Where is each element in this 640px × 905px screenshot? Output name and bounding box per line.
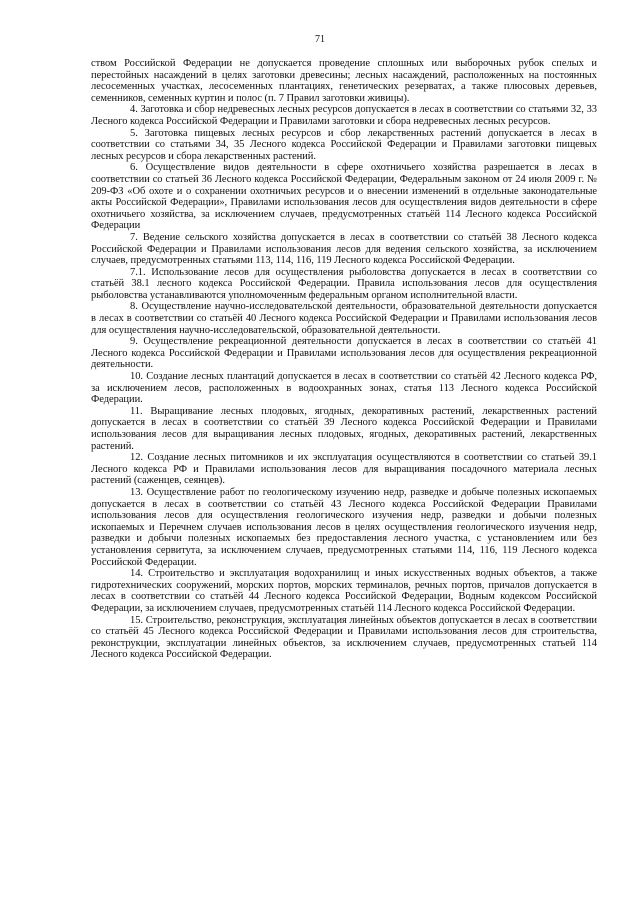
page-number: 71	[315, 34, 325, 45]
paragraph-7: 7. Ведение сельского хозяйства допускается в лесах в соответствии со статьёй 38 Лесного кодекса Российской Федерации и Правилами использования лесов для ведения сельского хозяйства, за исключением случаев, предусмотренных статьями 113, 114, 116, 119 Лесного кодекса Российской Федерации.	[91, 231, 597, 267]
paragraph-12: 12. Создание лесных питомников и их эксплуатация осуществляются в соответствии со статьей 39.1 Лесного кодекса РФ и Правилами использования лесов для выращивания посадочного материала лесных растений (саженцев, сеянцев).	[91, 452, 597, 487]
paragraph-7-1: 7.1. Использование лесов для осуществления рыболовства допускается в лесах в соответствии со статьёй 38.1 лесного кодекса Российской Федерации. Правила использования лесов для осуществления рыболовства устанавливаются уполномоченным федеральным органом исполнительной власти.	[91, 266, 597, 301]
paragraph-5: 5. Заготовка пищевых лесных ресурсов и сбор лекарственных растений допускается в лесах в соответствии со статьями 34, 35 Лесного кодекса Российской Федерации и Правилами заготовки пищевых лесных ресурсов и сбора лекарственных растений.	[91, 127, 597, 162]
document-body	[91, 58, 597, 661]
paragraph-13: 13. Осуществление работ по геологическому изучению недр, разведке и добыче полезных ископаемых допускается в лесах в соответствии со статьёй 43 Лесного кодекса Российской Федерации Правилами использования лесов для осуществления геологического изучения недр, разведки и добычи полезных ископаемых и Перечнем случаев использования лесов в целях осуществления геологического изучения недр, разведки и добычи полезных ископаемых без предоставления лесного участка, с установлением или без установления сервитута, за исключением случаев, предусмотренных статьями 114, 116, 119 Лесного кодекса Российской Федерации.	[91, 486, 597, 568]
paragraph-15: 15. Строительство, реконструкция, эксплуатация линейных объектов допускается в лесах в соответствии со статьёй 45 Лесного кодекса Российской Федерации и Правилами использования лесов для строительства, реконструкции, эксплуатации линейных объектов, за исключением случаев, предусмотренных статьей 114 Лесного кодекса Российской Федерации.	[91, 614, 597, 661]
paragraph-continuation: ством Российской Федерации не допускается проведение сплошных или выборочных рубок спелых и перестойных насаждений в целях заготовки древесины; лесных насаждений, расположенных на постоянных лесосеменных участках, лесосеменных плантациях, генетических резерватах, а также плюсовых деревьев, семенников, семенных куртин и полос (п. 7 Правил заготовки живицы).	[91, 58, 597, 104]
paragraph-8: 8. Осуществление научно-исследовательской деятельности, образовательной деятельности допускается в лесах в соответствии со статьёй 40 Лесного кодекса Российской Федерации и Правилами использования лесов для осуществления научно-исследовательской, образовательной деятельности.	[91, 301, 597, 336]
paragraph-4: 4. Заготовка и сбор недревесных лесных ресурсов допускается в лесах в соответствии со статьями 32, 33 Лесного кодекса Российской Федерации и Правилами заготовки и сбора недревесных лесных ресурсов.	[91, 104, 597, 127]
paragraph-9: 9. Осуществление рекреационной деятельности допускается в лесах в соответствии со статьёй 41 Лесного кодекса Российской Федерации и Правилами использования лесов для осуществления рекреационной деятельности.	[91, 336, 597, 371]
paragraph-10: 10. Создание лесных плантаций допускается в лесах в соответствии со статьёй 42 Лесного кодекса РФ, за исключением лесов, расположенных в водоохранных зонах, статья 113 Лесного кодекса Российской Федерации.	[91, 371, 597, 406]
paragraph-14: 14. Строительство и эксплуатация водохранилищ и иных искусственных водных объектов, а также гидротехнических сооружений, морских портов, морских терминалов, речных портов, причалов допускается в лесах в соответствии со статьёй 44 Лесного кодекса Российской Федерации, Водным кодексом Российской Федерации, за исключением случаев, предусмотренных статьёй 114 Лесного кодекса Российской Федерации.	[91, 568, 597, 614]
paragraph-6: 6. Осуществление видов деятельности в сфере охотничьего хозяйства разрешается в лесах в соответствии со статьей 36 Лесного кодекса Российской Федерации, Федеральным законом от 24 июля 2009 г. № 209-ФЗ «Об охоте и о сохранении охотничьих ресурсов и о внесении изменений в отдельные законодательные акты Российской Федерации», Правилами использования лесов для осуществления видов деятельности в сфере охотничьего хозяйства, за исключением случаев, предусмотренных статьёй 114 Лесного кодекса Российской Федерации	[91, 162, 597, 232]
paragraph-11: 11. Выращивание лесных плодовых, ягодных, декоративных растений, лекарственных растений допускается в лесах в соответствии со статьёй 39 Лесного кодекса Российской Федерации и Правилами использования лесов для выращивания лесных плодовых, ягодных, декоративных растений, лекарственных растений.	[91, 405, 597, 452]
